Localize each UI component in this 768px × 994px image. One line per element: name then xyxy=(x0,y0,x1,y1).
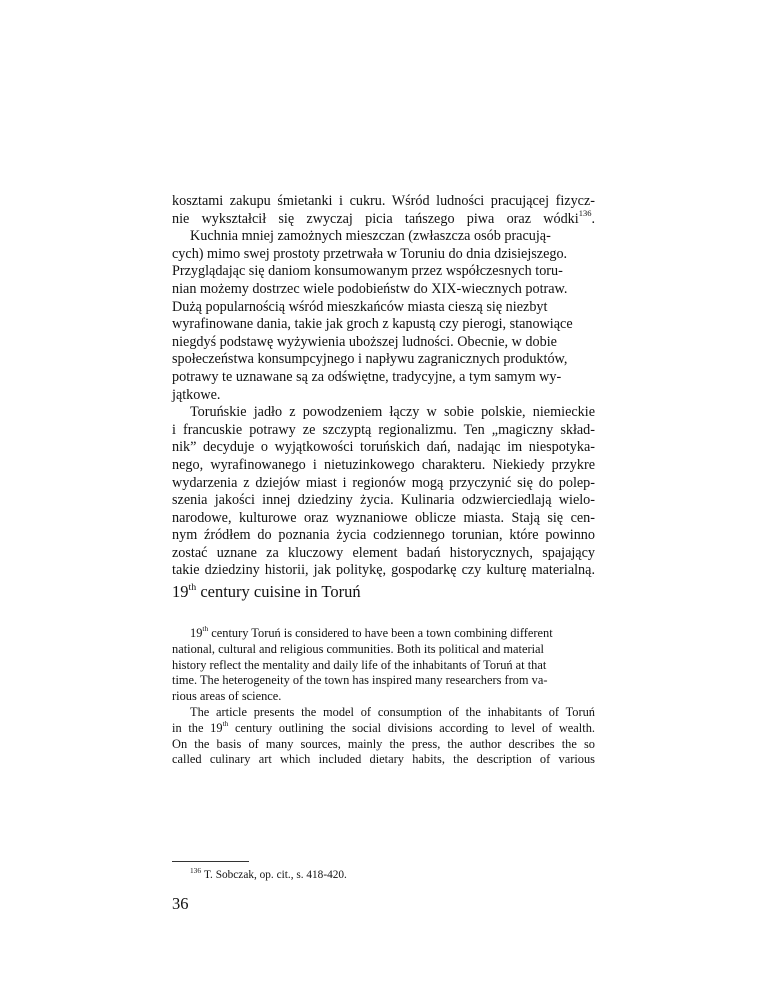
main-text xyxy=(172,193,595,580)
text-line: społeczeństwa konsumpcyjnego i napływu zagranicznych produktów, xyxy=(172,351,568,368)
superscript: th xyxy=(222,718,229,728)
text-span: in the 19 xyxy=(172,720,223,735)
text-line: narodowe, kulturowe oraz wyznaniowe oblicze miasta. Stają się cen- xyxy=(172,509,595,526)
text-line: nego, wyrafinowanego i nietuzinkowego charakteru. Niekiedy przykre xyxy=(172,456,595,473)
text-line: jątkowe. xyxy=(172,386,221,403)
text-line: wyrafinowane dania, takie jak groch z kapustą czy pierogi, stanowiące xyxy=(172,316,573,333)
text-line: nik” decyduje o wyjątkowości toruńskich dań, nadając im niespotyka- xyxy=(172,439,595,456)
footnote xyxy=(190,868,347,882)
text-line xyxy=(172,208,595,229)
text-line: niegdyś podstawę wyżywienia uboższej ludności. Obecnie, w dobie xyxy=(172,333,557,350)
text-line: nym źródłem do poznania życia codziennego torunian, które powinno xyxy=(172,527,595,544)
text-line: called culinary art which included dietary habits, the description of various xyxy=(172,752,595,767)
text-span: nie wykształcił się zwyczaj picia tańszego piwa oraz wódki xyxy=(172,210,579,227)
section-heading xyxy=(172,582,595,602)
text-line: Toruńskie jadło z powodzeniem łączy w sobie polskie, niemieckie xyxy=(190,404,595,421)
paragraph xyxy=(172,705,595,768)
text-line: history reflect the mentality and daily life of the inhabitants of Toruń at that xyxy=(172,657,547,672)
text-line xyxy=(190,626,553,640)
text-line: The article presents the model of consumption of the inhabitants of Toruń xyxy=(190,704,595,719)
footnote-mark: 136 xyxy=(190,866,201,876)
text-line: rious areas of science. xyxy=(172,689,282,704)
paragraph xyxy=(172,228,595,404)
text-span: . xyxy=(591,210,595,227)
text-line: cych) mimo swej prostoty przetrwała w Toruniu do dnia dzisiejszego. xyxy=(172,245,568,262)
superscript: th xyxy=(202,624,209,634)
text-span: 19 xyxy=(190,626,203,640)
heading-number: 19 xyxy=(172,582,189,601)
heading-superscript: th xyxy=(188,581,197,593)
paragraph xyxy=(172,193,595,228)
page-number: 36 xyxy=(172,894,189,913)
english-summary xyxy=(172,626,595,768)
text-line: kosztami zakupu śmietanki i cukru. Wśród ludności pracującej fizycz- xyxy=(172,193,595,209)
text-line: Kuchnia mniej zamożnych mieszczan (zwłaszcza osób pracują- xyxy=(190,228,551,245)
text-span: century outlining the social divisions according to level of wealth. xyxy=(228,720,595,735)
paragraph xyxy=(172,404,595,580)
text-line: time. The heterogeneity of the town has inspired many researchers from va- xyxy=(172,673,548,688)
text-line: takie dziedziny historii, jak politykę, gospodarkę czy kulturę materialną. xyxy=(172,562,595,579)
footnote-reference[interactable]: 136 xyxy=(578,208,592,219)
text-line: national, cultural and religious communities. Both its political and material xyxy=(172,641,544,656)
text-line: wydarzenia z dziejów miast i regionów mogą przyczynić się do polep- xyxy=(172,474,595,491)
heading-text: century cuisine in Toruń xyxy=(196,582,361,601)
text-line: nian możemy dostrzec wiele podobieństw do XIX-wiecznych potraw. xyxy=(172,280,568,297)
text-line: Przyglądając się daniom konsumowanym przez współczesnych toru- xyxy=(172,263,563,280)
text-line: szenia jakości innej dziedziny życia. Kulinaria odzwierciedlają wielo- xyxy=(172,492,595,509)
paragraph xyxy=(172,626,595,705)
text-line: On the basis of many sources, mainly the press, the author describes the so xyxy=(172,736,595,751)
text-line: zostać uznane za kluczowy element badań historycznych, spajający xyxy=(172,544,595,561)
footnote-text: T. Sobczak, op. cit., s. 418-420. xyxy=(204,869,347,881)
text-line: potrawy te uznawane są za odświętne, tradycyjne, a tym samym wy- xyxy=(172,368,562,385)
text-line xyxy=(172,718,595,735)
text-line: Dużą popularnością wśród mieszkańców miasta cieszą się niezbyt xyxy=(172,298,548,315)
text-line: i francuskie potrawy ze szczyptą regionalizmu. Ten „magiczny skład- xyxy=(172,421,595,438)
text-span: century Toruń is considered to have been a town combining different xyxy=(208,626,553,640)
footnote-separator xyxy=(172,861,249,862)
